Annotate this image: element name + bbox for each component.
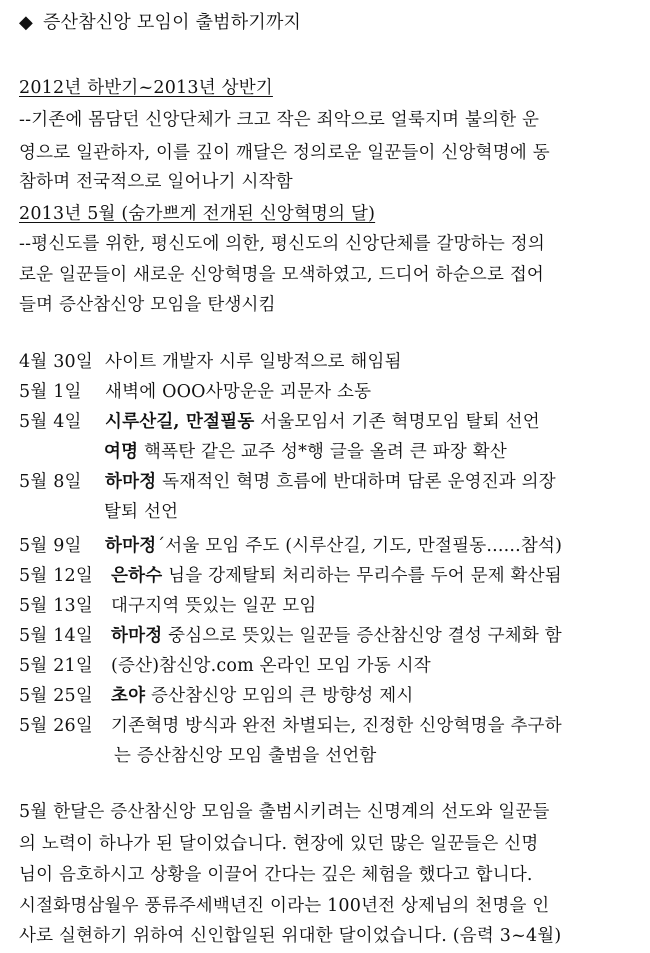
section1-line: 영으로 일관하자, 이를 깊이 깨달은 정의로운 일꾼들이 신앙혁명에 동	[19, 143, 550, 163]
diamond-bullet-icon: ◆	[19, 12, 34, 33]
closing-line: 의 노력이 하나가 된 달이었습니다. 현장에 있던 많은 일꾼들은 신명	[19, 834, 539, 854]
timeline-entry	[19, 414, 540, 432]
section1-line: 참하며 전국적으로 일어나기 시작함	[19, 172, 293, 192]
entry-date: 5월 9일	[19, 536, 82, 556]
timeline-entry	[19, 628, 562, 646]
timeline-entry	[19, 718, 562, 736]
title-text: 증산참신앙 모임이 출범하기까지	[43, 12, 302, 33]
document-title	[19, 14, 301, 32]
entry-date: 5월 21일	[19, 656, 93, 676]
timeline-entry	[19, 688, 414, 706]
entry-date: 5월 26일	[19, 716, 93, 736]
entry-text: 중심으로 뜻있는 일꾼들 증산참신앙 결성 구체화 함	[162, 626, 562, 646]
entry-text: 증산참신앙 모임의 큰 방향성 제시	[145, 686, 414, 706]
timeline-entry	[19, 598, 316, 616]
entry-highlight: 여명	[104, 442, 139, 462]
section2-line: 들며 증산참신앙 모임을 탄생시킴	[19, 295, 276, 315]
entry-date: 5월 14일	[19, 626, 93, 646]
timeline-entry-continued: 는 증산참신앙 모임 출범을 선언함	[114, 746, 377, 766]
entry-text: 서울모임서 기존 혁명모임 탈퇴 선언	[254, 412, 540, 432]
entry-text: 님을 강제탈퇴 처리하는 무리수를 두어 문제 확산됨	[162, 566, 562, 586]
entry-date: 5월 4일	[19, 412, 82, 432]
entry-highlight: 하마정	[105, 536, 157, 556]
entry-text: 대구지역 뜻있는 일꾼 모임	[111, 596, 317, 616]
section1-line: --기존에 몸담던 신앙단체가 크고 작은 죄악으로 얼룩지며 불의한 운	[19, 110, 540, 130]
section2-heading: 2013년 5월 (숨가쁘게 전개된 신앙혁명의 달)	[19, 204, 376, 224]
entry-text: ´서울 모임 주도 (시루산길, 기도, 만절필동......참석)	[156, 536, 563, 556]
entry-text: 기존혁명 방식과 완전 차별되는, 진정한 신앙혁명을 추구하	[111, 716, 562, 736]
entry-date: 5월 12일	[19, 566, 93, 586]
section2-line: --평신도를 위한, 평신도에 의한, 평신도의 신앙단체를 갈망하는 정의	[19, 234, 545, 254]
closing-line: 시절화명삼월우 풍류주세백년진 이라는 100년전 상제님의 천명을 인	[19, 896, 550, 916]
entry-date: 5월 25일	[19, 686, 93, 706]
entry-highlight: 시루산길, 만절필동	[105, 412, 255, 432]
timeline-entry-continued: 탈퇴 선언	[104, 502, 179, 522]
section2-line: 로운 일꾼들이 새로운 신앙혁명을 모색하였고, 드디어 하순으로 접어	[19, 265, 545, 285]
section1-heading: 2012년 하반기~2013년 상반기	[19, 78, 273, 98]
closing-line: 사로 실현하기 위하여 신인합일된 위대한 달이었습니다. (음력 3~4월)	[19, 926, 562, 946]
entry-date: 5월 1일	[19, 382, 82, 402]
closing-line: 5월 한달은 증산참신앙 모임을 출범시키려는 신명계의 선도와 일꾼들	[19, 802, 550, 822]
entry-date: 5월 8일	[19, 472, 82, 492]
timeline-entry	[19, 354, 402, 372]
entry-highlight: 하마정	[111, 626, 163, 646]
entry-text: 사이트 개발자 시루 일방적으로 해임됨	[105, 352, 402, 372]
closing-line: 님이 음호하시고 상황을 이끌어 간다는 깊은 체험을 했다고 합니다.	[19, 865, 533, 885]
entry-highlight: 하마정	[105, 472, 157, 492]
entry-text: (증산)참신앙.com 온라인 모임 가동 시작	[111, 656, 431, 676]
entry-highlight: 초야	[111, 686, 146, 706]
timeline-entry	[19, 658, 431, 676]
entry-date: 4월 30일	[19, 352, 93, 372]
entry-text: 핵폭탄 같은 교주 성*행 글을 올려 큰 파장 확산	[138, 442, 507, 462]
timeline-entry	[19, 474, 556, 492]
entry-text: 새벽에 OOO사망운운 괴문자 소동	[105, 382, 372, 402]
timeline-entry	[19, 384, 371, 402]
timeline-entry	[19, 538, 562, 556]
entry-highlight: 은하수	[111, 566, 163, 586]
entry-text: 독재적인 혁명 흐름에 반대하며 담론 운영진과 의장	[156, 472, 556, 492]
timeline-entry-continued	[104, 444, 507, 462]
timeline-entry	[19, 568, 562, 586]
entry-date: 5월 13일	[19, 596, 93, 616]
